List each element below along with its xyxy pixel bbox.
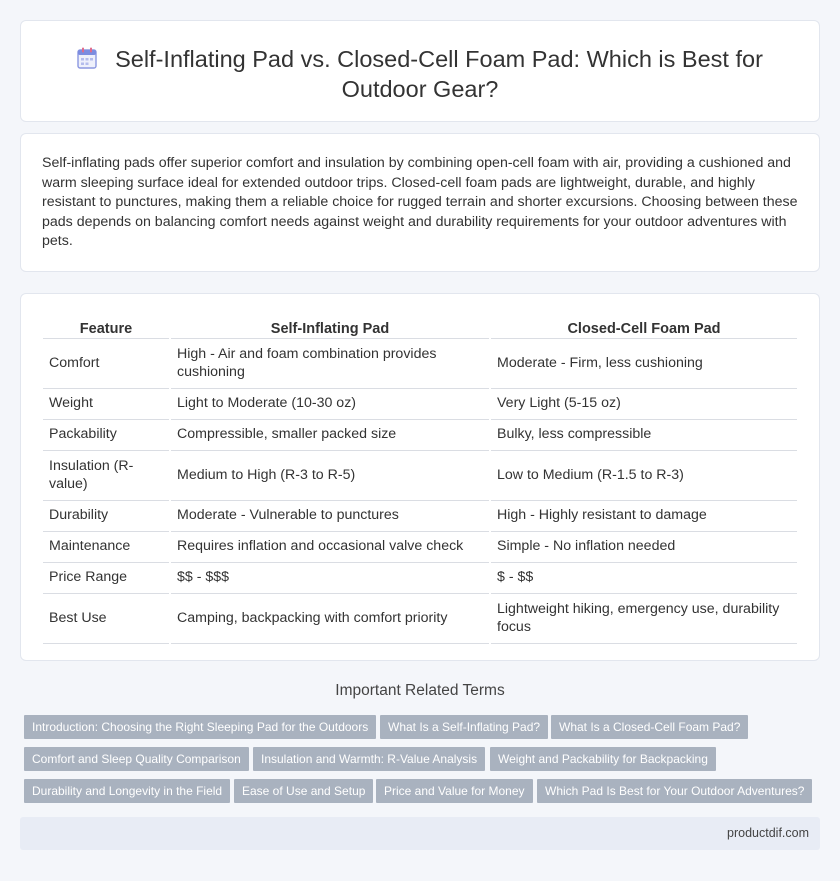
calendar-icon bbox=[77, 46, 97, 68]
intro-paragraph: Self-inflating pads offer superior comfort and insulation by combining open-cell foam with air, providing a cushioned and warm sleeping surface ideal for extended outdoor trips. Closed-cell foam pads are lightweight, durable, and highly resistant to punctures, making them a reliable choice for rugged terrain and shorter excursions. Choosing between these pads depends on balancing comfort needs against weight and durability requirements for your outdoor adventures with pets. bbox=[42, 155, 798, 249]
table-cell-feature: Comfort bbox=[43, 339, 169, 389]
table-cell-closed-cell: $ - $$ bbox=[491, 563, 797, 594]
table-header-feature: Feature bbox=[43, 316, 169, 339]
table-cell-feature: Price Range bbox=[43, 563, 169, 594]
table-header-self-inflating: Self-Inflating Pad bbox=[171, 316, 489, 339]
table-cell-self-inflating: Compressible, smaller packed size bbox=[171, 420, 489, 451]
related-tag-weight[interactable]: Weight and Packability for Backpacking bbox=[490, 747, 716, 771]
table-cell-closed-cell: Very Light (5-15 oz) bbox=[491, 389, 797, 420]
table-cell-self-inflating: Camping, backpacking with comfort priority bbox=[171, 594, 489, 644]
table-cell-feature: Weight bbox=[43, 389, 169, 420]
table-row bbox=[43, 389, 797, 420]
comparison-card bbox=[20, 293, 820, 661]
footer-site-name[interactable]: productdif.com bbox=[727, 826, 809, 840]
related-tag-closed-cell[interactable]: What Is a Closed-Cell Foam Pad? bbox=[551, 715, 748, 739]
table-row bbox=[43, 501, 797, 532]
table-cell-self-inflating: Medium to High (R-3 to R-5) bbox=[171, 451, 489, 501]
table-row bbox=[43, 563, 797, 594]
table-cell-feature: Packability bbox=[43, 420, 169, 451]
table-row bbox=[43, 532, 797, 563]
table-row bbox=[43, 339, 797, 389]
table-header-closed-cell: Closed-Cell Foam Pad bbox=[491, 316, 797, 339]
table-row bbox=[43, 594, 797, 644]
table-row bbox=[43, 420, 797, 451]
related-tag-ease-of-use[interactable]: Ease of Use and Setup bbox=[234, 779, 373, 803]
comparison-table bbox=[41, 316, 799, 644]
table-cell-feature: Maintenance bbox=[43, 532, 169, 563]
intro-card bbox=[20, 133, 820, 272]
table-row bbox=[43, 451, 797, 501]
table-cell-self-inflating: Light to Moderate (10-30 oz) bbox=[171, 389, 489, 420]
table-cell-closed-cell: Simple - No inflation needed bbox=[491, 532, 797, 563]
table-cell-feature: Durability bbox=[43, 501, 169, 532]
related-tag-price[interactable]: Price and Value for Money bbox=[376, 779, 533, 803]
table-cell-self-inflating: Requires inflation and occasional valve check bbox=[171, 532, 489, 563]
table-cell-closed-cell: High - Highly resistant to damage bbox=[491, 501, 797, 532]
table-cell-closed-cell: Bulky, less compressible bbox=[491, 420, 797, 451]
table-cell-feature: Best Use bbox=[43, 594, 169, 644]
table-cell-self-inflating: $$ - $$$ bbox=[171, 563, 489, 594]
title-card bbox=[20, 20, 820, 122]
related-tag-self-inflating[interactable]: What Is a Self-Inflating Pad? bbox=[380, 715, 548, 739]
table-cell-feature: Insulation (R-value) bbox=[43, 451, 169, 501]
related-terms-title: Important Related Terms bbox=[335, 682, 505, 699]
page-title-text: Self-Inflating Pad vs. Closed-Cell Foam Pad: Which is Best for Outdoor Gear? bbox=[115, 46, 763, 102]
related-tag-which-pad[interactable]: Which Pad Is Best for Your Outdoor Adventures? bbox=[537, 779, 812, 803]
footer bbox=[20, 817, 820, 850]
table-cell-closed-cell: Low to Medium (R-1.5 to R-3) bbox=[491, 451, 797, 501]
table-cell-closed-cell: Lightweight hiking, emergency use, durability focus bbox=[491, 594, 797, 644]
table-cell-self-inflating: High - Air and foam combination provides cushioning bbox=[171, 339, 489, 389]
table-header-row bbox=[43, 316, 797, 339]
related-tag-durability[interactable]: Durability and Longevity in the Field bbox=[24, 779, 230, 803]
related-tag-introduction[interactable]: Introduction: Choosing the Right Sleeping Pad for the Outdoors bbox=[24, 715, 376, 739]
page-title bbox=[21, 44, 819, 104]
related-tag-insulation[interactable]: Insulation and Warmth: R-Value Analysis bbox=[253, 747, 485, 771]
related-tag-comfort[interactable]: Comfort and Sleep Quality Comparison bbox=[24, 747, 249, 771]
table-cell-self-inflating: Moderate - Vulnerable to punctures bbox=[171, 501, 489, 532]
table-cell-closed-cell: Moderate - Firm, less cushioning bbox=[491, 339, 797, 389]
